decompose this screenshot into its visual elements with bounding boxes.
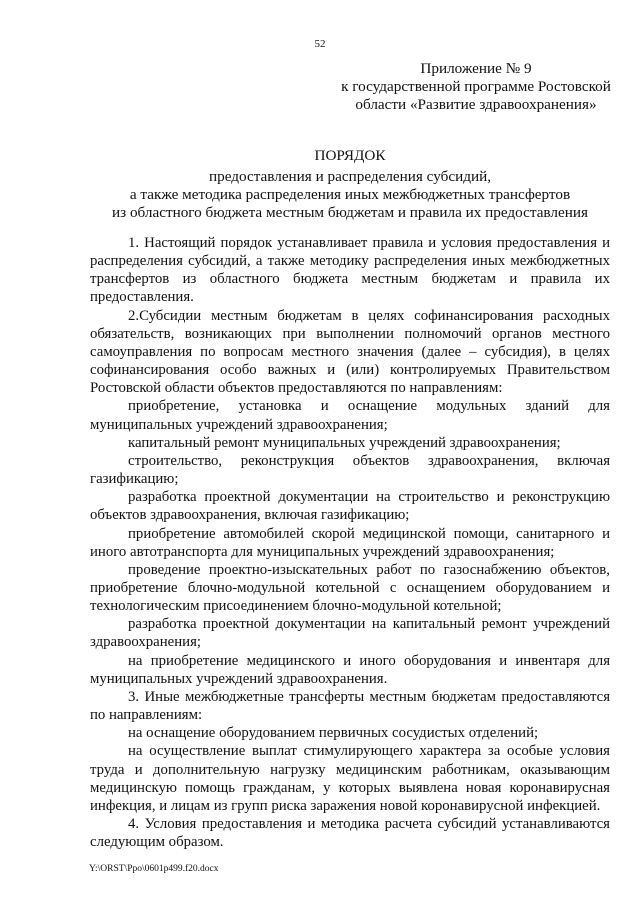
- paragraph-9: разработка проектной документации на капитальный ремонт учреждений здравоохранения;: [90, 616, 610, 651]
- paragraph-4: капитальный ремонт муниципальных учреждений здравоохранения;: [128, 434, 561, 451]
- paragraph-1: 1. Настоящий порядок устанавливает правила и условия предоставления и распределения субсидий, а также методику распределения иных межбюджетных трансфертов из областного бюджета местным бюджетам и правила их предоставления.: [90, 235, 610, 306]
- appendix-header: [330, 60, 622, 114]
- paragraph-14: 4. Условия предоставления и методика расчета субсидий устанавливаются следующим образом.: [90, 816, 610, 851]
- paragraph-6: разработка проектной документации на строительство и реконструкцию объектов здравоохранения, включая газификацию;: [90, 489, 610, 524]
- paragraph-11: 3. Иные межбюджетные трансферты местным бюджетам предоставляются по направлениям:: [90, 688, 610, 724]
- document-body: [90, 234, 610, 851]
- document-subtitle-line-1: предоставления и распределения субсидий,: [209, 168, 491, 185]
- appendix-line-1: Приложение № 9: [420, 60, 532, 77]
- paragraph-5: строительство, реконструкция объектов здравоохранения, включая газификацию;: [90, 452, 610, 488]
- paragraph-3: приобретение, установка и оснащение модульных зданий для муниципальных учреждений здравоохранения;: [90, 398, 610, 433]
- page-number: 52: [314, 38, 326, 50]
- document-subtitle-line-3: из областного бюджета местным бюджетам и правила их предоставления: [112, 204, 588, 221]
- document-subtitle-line-2: а также методика распределения иных межбюджетных трансфертов: [129, 186, 571, 203]
- paragraph-7: приобретение автомобилей скорой медицинской помощи, санитарного и иного автотранспорта для муниципальных учреждений здравоохранения;: [90, 525, 610, 560]
- appendix-line-2: к государственной программе Ростовской: [341, 78, 611, 95]
- document-title: ПОРЯДОК: [314, 147, 386, 164]
- appendix-line-3: области «Развитие здравоохранения»: [355, 96, 597, 113]
- paragraph-12: на оснащение оборудованием первичных сосудистых отделений;: [128, 725, 539, 742]
- paragraph-8: проведение проектно-изыскательных работ по газоснабжению объектов, приобретение блочно-модульной котельной с оснащением оборудованием и технологическим присоединением блочно-модульной котельной;: [90, 561, 610, 615]
- document-title-block: [80, 147, 620, 222]
- paragraph-13: на осуществление выплат стимулирующего характера за особые условия труда и дополнительную нагрузку медицинским работникам, оказывающим медицинскую помощь гражданам, у которых выявлена новая коронавирусная инфекция, и лицам из групп риска заражения новой коронавирусной инфекцией.: [90, 743, 610, 814]
- paragraph-10: на приобретение медицинского и иного оборудования и инвентаря для муниципальных учреждений здравоохранения.: [90, 652, 610, 687]
- paragraph-2: 2.Субсидии местным бюджетам в целях софинансирования расходных обязательств, возникающих при выполнении полномочий органов местного самоуправления по вопросам местного значения (далее – субсидия), в целях софинансирования особо важных и (или) контролируемых Правительством Ростовской области объектов предоставляются по направлениям:: [90, 307, 610, 397]
- footer-file-path: Y:\ORST\Ppo\0601p499.f20.docx: [89, 864, 219, 874]
